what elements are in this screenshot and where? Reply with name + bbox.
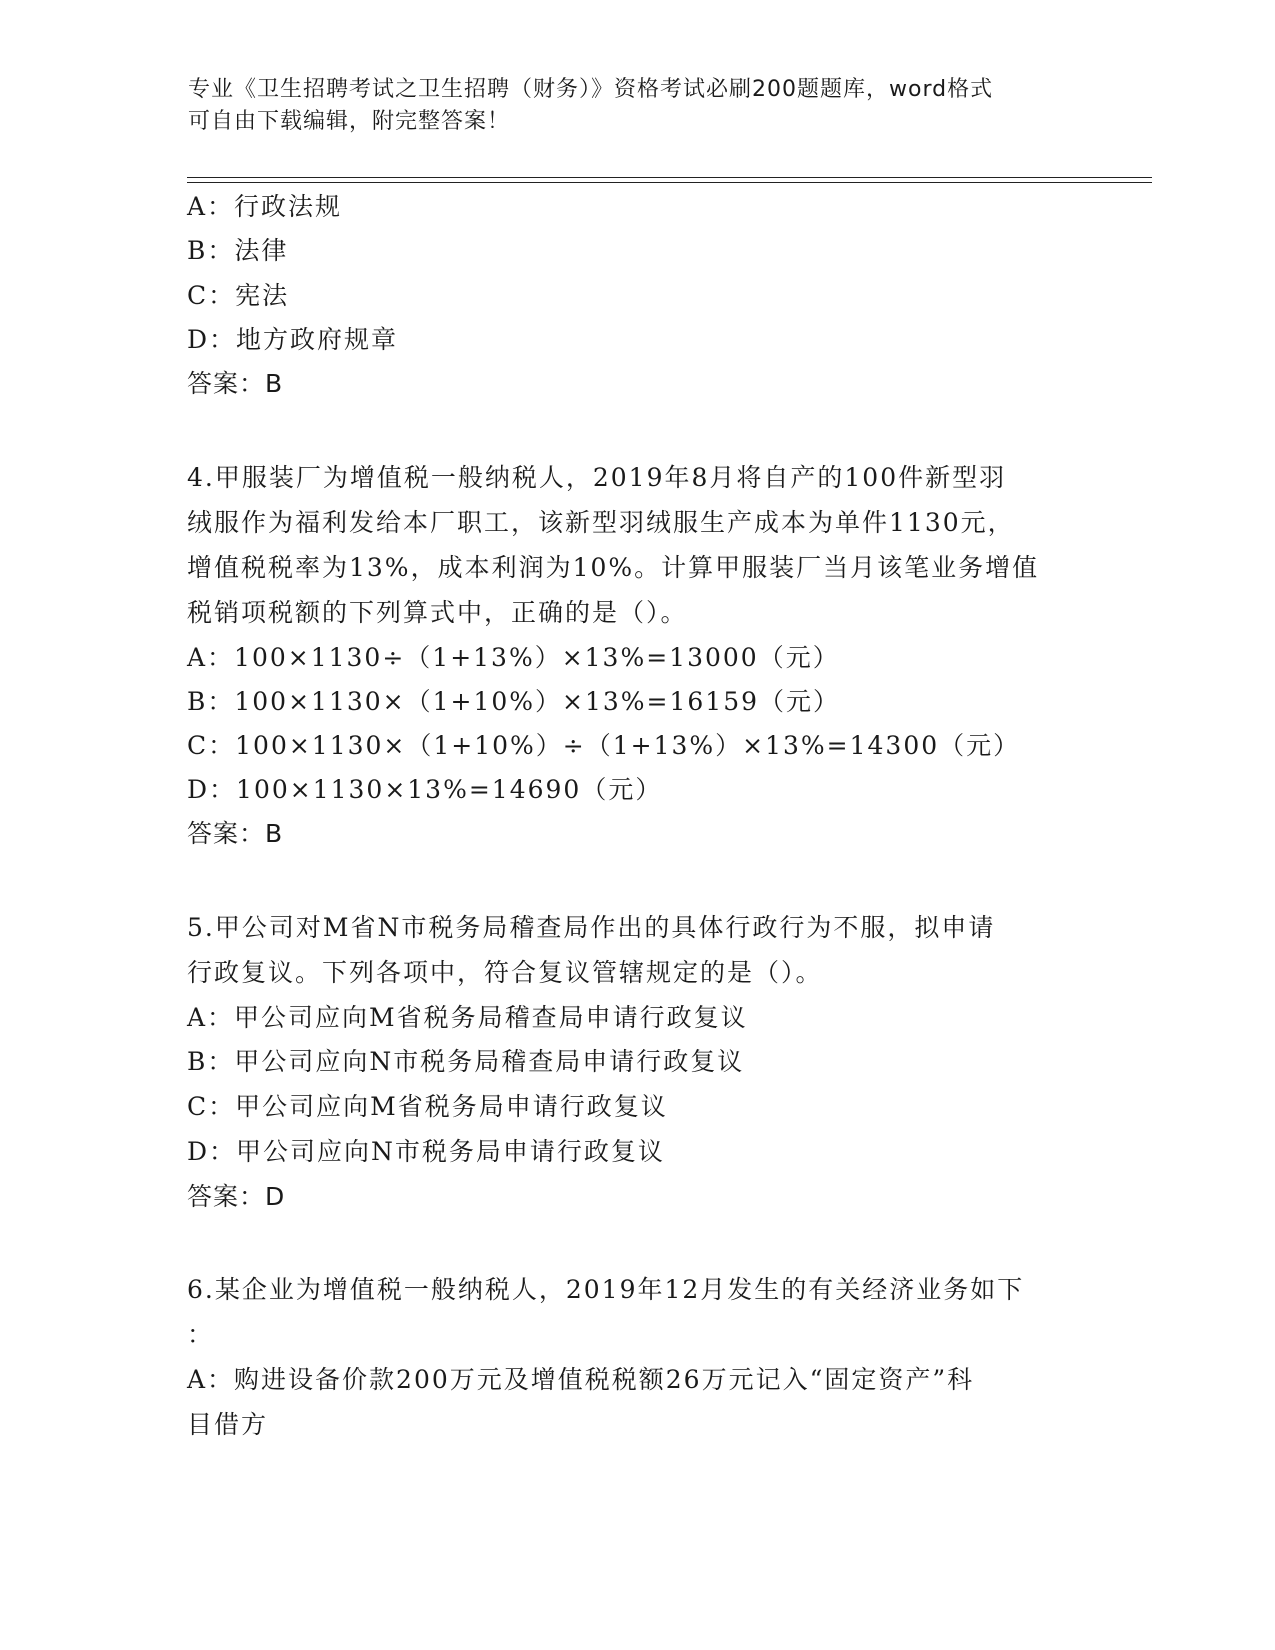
q5-option-c: C：甲公司应向M省税务局申请行政复议 [187,1092,668,1121]
q5-option-b: B：甲公司应向N市税务局稽查局申请行政复议 [187,1047,745,1076]
q4-stem-line-1: 4.甲服装厂为增值税一般纳税人，2019年8月将自产的100件新型羽 [187,463,1007,492]
q5-stem-line-2: 行政复议。下列各项中，符合复议管辖规定的是（）。 [187,958,823,987]
q4-option-a: A：100×1130÷（1+13%）×13%=13000（元） [187,643,840,672]
q4-answer: 答案：B [187,819,284,848]
q4-stem-line-2: 绒服作为福利发给本厂职工，该新型羽绒服生产成本为单件1130元， [187,508,1015,537]
header-divider-top [187,177,1152,178]
document-header [188,74,1068,138]
q6-stem-line-2: ： [187,1320,215,1349]
q5-option-d: D：甲公司应向N市税务局申请行政复议 [187,1137,665,1166]
q6-stem-line-1: 6.某企业为增值税一般纳税人，2019年12月发生的有关经济业务如下 [187,1275,1025,1304]
q6-option-a-line-1: A：购进设备价款200万元及增值税税额26万元记入“固定资产”科 [187,1365,975,1394]
header-divider-bottom [187,182,1152,183]
q4-stem-line-3: 增值税税率为13%，成本利润为10%。计算甲服装厂当月该笔业务增值 [187,553,1040,582]
q4-stem-line-4: 税销项税额的下列算式中，正确的是（）。 [187,598,688,627]
q3-option-c: C：宪法 [187,281,290,310]
q5-answer: 答案：D [187,1182,286,1211]
q4-option-c: C：100×1130×（1+10%）÷（1+13%）×13%=14300（元） [187,731,1021,760]
q4-option-b: B：100×1130×（1+10%）×13%=16159（元） [187,687,841,716]
q6-option-a-line-2: 目借方 [187,1410,269,1439]
q4-option-d: D：100×1130×13%=14690（元） [187,775,663,804]
q3-option-b: B：法律 [187,236,289,265]
q3-option-d: D：地方政府规章 [187,325,399,354]
q5-option-a: A：甲公司应向M省税务局稽查局申请行政复议 [187,1003,748,1032]
header-line-2: 可自由下载编辑，附完整答案！ [188,109,511,134]
header-line-1: 专业《卫生招聘考试之卫生招聘（财务）》资格考试必刷200题题库，word格式 [188,77,994,102]
q5-stem-line-1: 5.甲公司对M省N市税务局稽查局作出的具体行政行为不服，拟申请 [187,913,996,942]
q3-answer: 答案：B [187,369,284,398]
q3-option-a: A：行政法规 [187,192,343,221]
